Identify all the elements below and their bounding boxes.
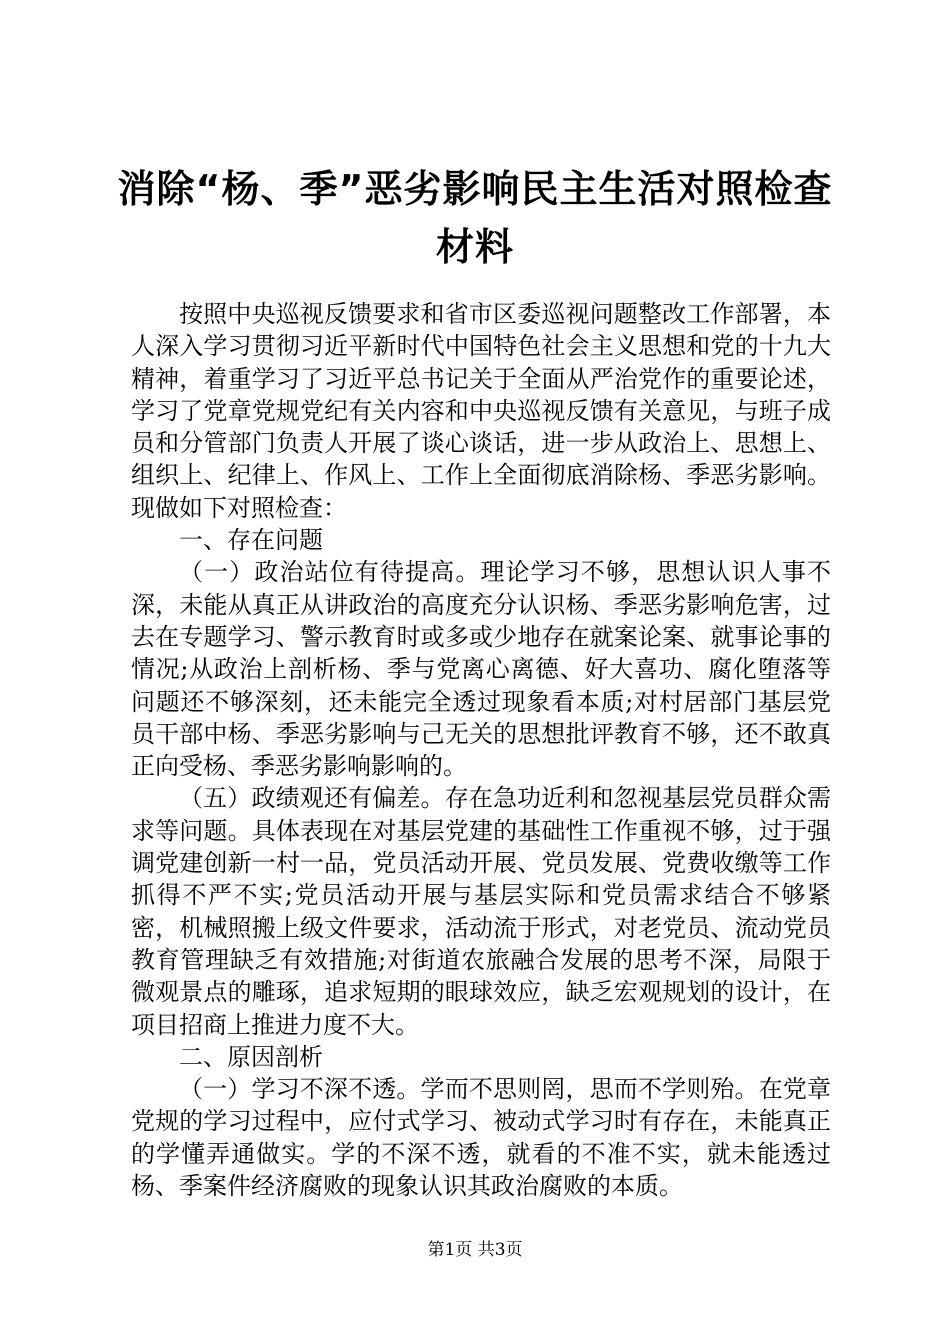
cause-item-1: （一）学习不深不透。学而不思则罔，思而不学则殆。在党章党规的学习过程中，应付式学习、被动式学习时有存在，未能真正的学懂弄通做实。学的不深不透，就看的不准不实，就未能透过杨、季案件经济腐败的现象认识其政治腐败的本质。 [131, 1075, 831, 1201]
document-body [131, 298, 831, 1202]
problem-item-5: （五）政绩观还有偏差。存在急功近利和忽视基层党员群众需求等问题。具体表现在对基层党建的基础性工作重视不够，过于强调党建创新一村一品，党员活动开展、党员发展、党费收缴等工作抓得不严不实;党员活动开展与基层实际和党员需求结合不够紧密，机械照搬上级文件要求，活动流于形式，对老党员、流动党员教育管理缺乏有效措施;对街道农旅融合发展的思考不深，局限于微观景点的雕琢，追求短期的眼球效应，缺乏宏观规划的设计，在项目招商上推进力度不大。 [131, 784, 831, 1039]
intro-paragraph: 按照中央巡视反馈要求和省市区委巡视问题整改工作部署，本人深入学习贯彻习近平新时代中国特色社会主义思想和党的十九大精神，着重学习了习近平总书记关于全面从严治党作的重要论述，学习了党章党规党纪有关内容和中央巡视反馈有关意见，与班子成员和分管部门负责人开展了谈心谈话，进一步从政治上、思想上、组织上、纪律上、作风上、工作上全面彻底消除杨、季恶劣影响。现做如下对照检查： [131, 300, 831, 522]
page-footer: 第1页 共3页 [427, 1240, 523, 1260]
document-title: 消除“杨、季”恶劣影响民主生活对照检查材料 [117, 167, 833, 269]
problem-item-1: （一）政治站位有待提高。理论学习不够，思想认识人事不深，未能从真正从讲政治的高度充分认识杨、季恶劣影响危害，过去在专题学习、警示教育时或多或少地存在就案论案、就事论事的情况;从政治上剖析杨、季与党离心离德、好大喜功、腐化堕落等问题还不够深刻，还未能完全透过现象看本质;对村居部门基层党员干部中杨、季恶劣影响与己无关的思想批评教育不够，还不敢真正向受杨、季恶劣影响影响的。 [131, 558, 831, 781]
section-heading-problems: 一、存在问题 [179, 526, 323, 555]
section-heading-causes: 二、原因剖析 [179, 1042, 323, 1071]
